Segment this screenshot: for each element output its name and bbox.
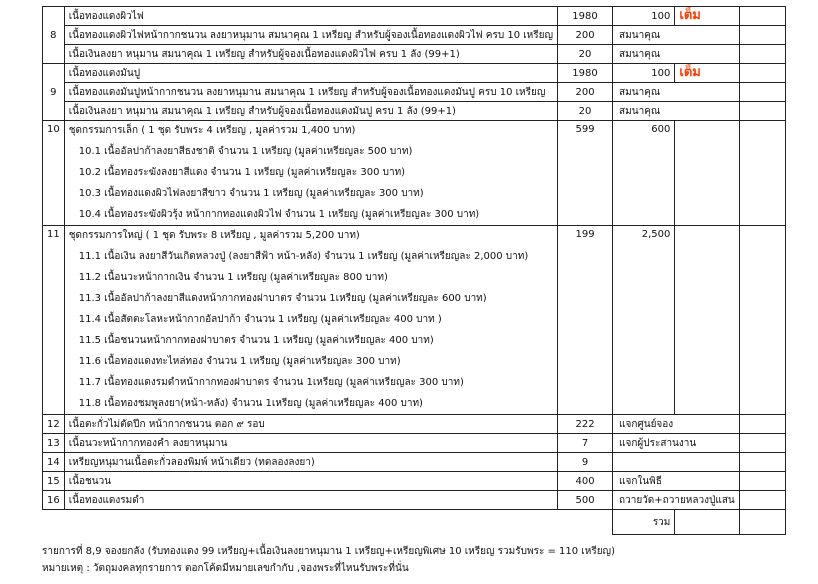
item-quantity: 199 (558, 226, 613, 415)
total-label: รวม (613, 510, 675, 535)
empty-cell (739, 472, 785, 491)
item-description: เนื้อนวะหน้ากากทองคำ ลงยาหนุมาน (64, 434, 557, 453)
empty-cell (675, 226, 739, 415)
item-description: เนื้อเงินลงยา หนุมาน สมนาคุณ 1 เหรียญ สำหรับผู้จองเนื้อทองแดงผิวไฟ ครบ 1 ลัง (99+1) (64, 45, 557, 64)
item-quantity: 7 (558, 434, 613, 453)
item-note: สมนาคุณ (613, 45, 740, 64)
item-quantity: 200 (558, 26, 613, 45)
total-row (43, 510, 786, 535)
large-set-description (64, 226, 557, 415)
empty-cell (43, 510, 65, 535)
item-note: แจกผู้ประสานงาน (613, 434, 740, 453)
empty-cell (739, 64, 785, 83)
row-number: 12 (43, 415, 65, 434)
empty-cell (558, 510, 613, 535)
row-number: 9 (43, 64, 65, 121)
empty-cell (739, 83, 785, 102)
empty-cell (739, 7, 785, 26)
table-row (43, 415, 786, 434)
row-number: 11 (43, 226, 65, 415)
empty-cell (739, 434, 785, 453)
item-description: เนื้อทองแดงมันปู (64, 64, 557, 83)
table-row (43, 102, 786, 121)
item-note: ถวายวัด+ถวายหลวงปู่แสน (613, 491, 740, 510)
large-set-item: 11.3 เนื้ออัลปาก้าลงยาสีแดงหน้ากากทองฝาบาตร จำนวน 1เหรียญ (มูลค่าเหรียญละ 600 บาท) (78, 293, 487, 304)
sold-out-badge: เต็ม (679, 8, 701, 23)
table-row (43, 121, 786, 226)
table-row (43, 453, 786, 472)
empty-cell (739, 510, 785, 535)
amulet-order-table (42, 6, 786, 535)
small-set-item: 10.4 เนื้อทองระฆังผิวรุ้ง หน้ากากทองแดงผิวไฟ จำนวน 1 เหรียญ (มูลค่าเหรียญละ 300 บาท) (78, 209, 480, 220)
sold-out-badge: เต็ม (679, 65, 701, 80)
large-set-item: 11.1 เนื้อเงิน ลงยาสีวันเกิดหลวงปู่ (ลงยาสีฟ้า หน้า-หลัง) จำนวน 1 เหรียญ (มูลค่าเหรียญละ 2,000 บาท) (78, 251, 529, 262)
empty-cell (739, 121, 785, 226)
empty-cell (739, 102, 785, 121)
row-number: 13 (43, 434, 65, 453)
table-row (43, 26, 786, 45)
small-set-description (64, 121, 557, 226)
table-row (43, 491, 786, 510)
large-set-item: 11.8 เนื้อทองชมพูลงยา(หน้า-หลัง) จำนวน 1เหรียญ (มูลค่าเหรียญละ 400 บาท) (78, 398, 423, 409)
item-quantity: 1980 (558, 7, 613, 26)
item-description: เนื้อตะกั่วไม่ตัดปีก หน้ากากชนวน ตอก ๙ รอบ (64, 415, 557, 434)
large-set-item: 11.6 เนื้อทองแดงทะไหล่ทอง จำนวน 1 เหรียญ (มูลค่าเหรียญละ 300 บาท) (78, 356, 401, 367)
item-quantity: 200 (558, 83, 613, 102)
large-set-item: 11.4 เนื้อสัตตะโลหะหน้ากากอัลปาก้า จำนวน 1 เหรียญ (มูลค่าเหรียญละ 400 บาท ) (78, 314, 442, 325)
large-set-title: ชุดกรรมการใหญ่ ( 1 ชุด รับพระ 8 เหรียญ , มูลค่ารวม 5,200 บาท) (68, 230, 360, 241)
item-note: สมนาคุณ (613, 83, 740, 102)
empty-cell (739, 415, 785, 434)
table-row (43, 226, 786, 415)
empty-cell (739, 26, 785, 45)
small-set-item: 10.1 เนื้ออัลปาก้าลงยาสีธงชาติ จำนวน 1 เหรียญ (มูลค่าเหรียญละ 500 บาท) (78, 146, 413, 157)
item-description: เนื้อทองแดงผิวไฟหน้ากากชนวน ลงยาหนุมาน สมนาคุณ 1 เหรียญ สำหรับผู้จองเนื้อทองแดงผิวไฟ ครบ 10 เหรียญ (64, 26, 557, 45)
large-set-item: 11.7 เนื้อทองแดงรมดำหน้ากากทองฝาบาตร จำนวน 1เหรียญ (มูลค่าเหรียญละ 300 บาท) (78, 377, 464, 388)
item-price: 600 (613, 121, 675, 226)
empty-cell (739, 491, 785, 510)
large-set-item: 11.5 เนื้อชนวนหน้ากากทองฝาบาตร จำนวน 1 เหรียญ (มูลค่าเหรียญละ 400 บาท) (78, 335, 434, 346)
item-price: 2,500 (613, 226, 675, 415)
item-quantity: 20 (558, 45, 613, 64)
row-number: 15 (43, 472, 65, 491)
row-number: 16 (43, 491, 65, 510)
item-quantity: 500 (558, 491, 613, 510)
table-row (43, 64, 786, 83)
item-note: สมนาคุณ (613, 102, 740, 121)
table-row (43, 83, 786, 102)
small-set-title: ชุดกรรมการเล็ก ( 1 ชุด รับพระ 4 เหรียญ , มูลค่ารวม 1,400 บาท) (68, 125, 356, 136)
item-quantity: 222 (558, 415, 613, 434)
item-quantity: 9 (558, 453, 613, 472)
footer-note-2: หมายเหตุ : วัตถุมงคลทุกรายการ ตอกโค้ดมีหมายเลขกำกับ ,จองพระที่ไหนรับพระที่นั่น (42, 563, 409, 574)
item-note: แจกศูนย์จอง (613, 415, 740, 434)
item-quantity: 400 (558, 472, 613, 491)
empty-cell (739, 453, 785, 472)
item-description: เนื้อทองแดงรมดำ (64, 491, 557, 510)
row-number: 10 (43, 121, 65, 226)
item-note: แจกในพิธี (613, 472, 740, 491)
full-badge-cell (675, 64, 739, 83)
empty-cell (739, 45, 785, 64)
item-description: เนื้อทองแดงมันปูหน้ากากชนวน ลงยาหนุมาน สมนาคุณ 1 เหรียญ สำหรับผู้จองเนื้อทองแดงมันปู ครบ 10 เหรียญ (64, 83, 557, 102)
footer-note-1: รายการที่ 8,9 จองยกลัง (รับทองแดง 99 เหรียญ+เนื้อเงินลงยาหนุมาน 1 เหรียญ+เหรียญพิเศษ 10 เหรียญ รวมรับพระ = 110 เหรียญ) (42, 546, 615, 557)
large-set-item: 11.2 เนื้อนวะหน้ากากเงิน จำนวน 1 เหรียญ (มูลค่าเหรียญละ 800 บาท) (78, 272, 388, 283)
table-row (43, 45, 786, 64)
full-badge-cell (675, 7, 739, 26)
small-set-item: 10.2 เนื้อทองระฆังลงยาสีแดง จำนวน 1 เหรียญ (มูลค่าเหรียญละ 300 บาท) (78, 167, 406, 178)
empty-cell (675, 121, 739, 226)
item-note (613, 453, 740, 472)
item-description: เนื้อเงินลงยา หนุมาน สมนาคุณ 1 เหรียญ สำหรับผู้จองเนื้อทองแดงมันปู ครบ 1 ลัง (99+1) (64, 102, 557, 121)
small-set-item: 10.3 เนื้อทองแดงผิวไฟลงยาสีขาว จำนวน 1 เหรียญ (มูลค่าเหรียญละ 300 บาท) (78, 188, 424, 199)
row-number: 8 (43, 7, 65, 64)
empty-cell (739, 226, 785, 415)
table-row (43, 434, 786, 453)
empty-cell (64, 510, 557, 535)
table-row (43, 472, 786, 491)
item-description: เนื้อชนวน (64, 472, 557, 491)
row-number: 14 (43, 453, 65, 472)
table-row (43, 7, 786, 26)
item-quantity: 599 (558, 121, 613, 226)
item-price: 100 (613, 64, 675, 83)
item-quantity: 1980 (558, 64, 613, 83)
item-note: สมนาคุณ (613, 26, 740, 45)
item-description: เนื้อทองแดงผิวไฟ (64, 7, 557, 26)
total-value (675, 510, 739, 535)
item-price: 100 (613, 7, 675, 26)
item-quantity: 20 (558, 102, 613, 121)
item-description: เหรียญหนุมานเนื้อตะกั่วลองพิมพ์ หน้าเดียว (ทดลองลงยา) (64, 453, 557, 472)
